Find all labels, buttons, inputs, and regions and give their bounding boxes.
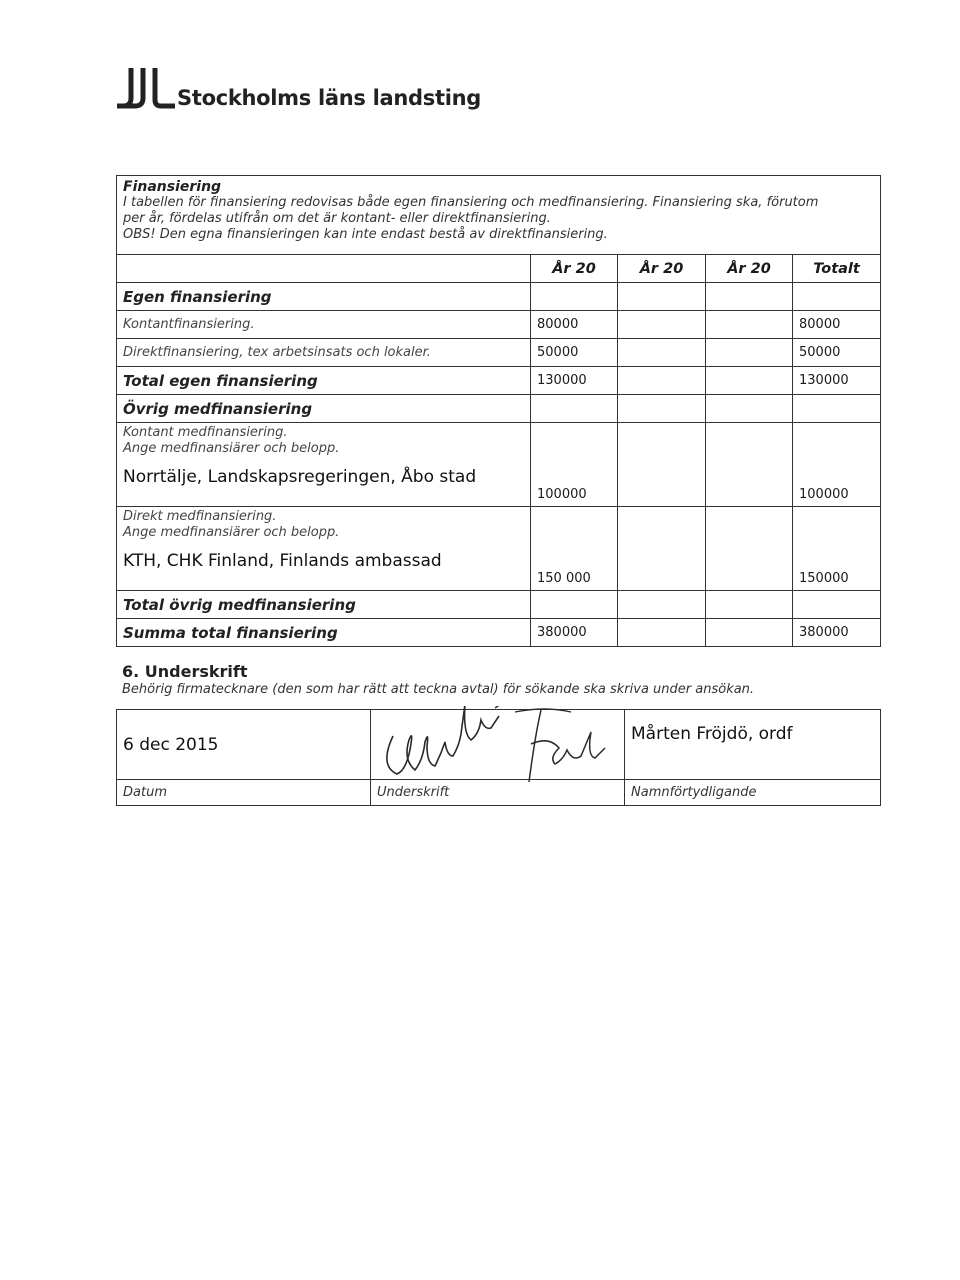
direct-financing-total: 50000 [793, 339, 881, 367]
sum-total-label: Summa total finansiering [117, 619, 531, 647]
direct-cofinancing-label: Direkt medfinansiering. [123, 509, 277, 524]
direct-cofinancing-year1: 150 000 [531, 507, 618, 591]
direct-cofinancing-total: 150000 [793, 507, 881, 591]
org-logo [117, 66, 481, 112]
column-year-1: År 20 [531, 255, 618, 283]
org-name: Stockholms läns landsting [177, 86, 481, 110]
header-spacer [117, 255, 531, 283]
intro-line-3: OBS! Den egna finansieringen kan inte endast bestå av direktfinansiering. [123, 227, 608, 242]
column-total: Totalt [793, 255, 881, 283]
financing-intro [117, 176, 881, 255]
cash-cofinancing-total: 100000 [793, 423, 881, 507]
total-own-total: 130000 [793, 367, 881, 395]
cash-cofinancing-hint: Ange medfinansiärer och belopp. [123, 441, 340, 456]
direct-cofinancing-hint: Ange medfinansiärer och belopp. [123, 525, 340, 540]
cash-financing-label: Kontantfinansiering. [117, 311, 531, 339]
column-year-3: År 20 [706, 255, 793, 283]
signature-label: Underskrift [371, 780, 625, 806]
financing-table [116, 175, 881, 647]
cash-cofinancing-financiers: Norrtälje, Landskapsregeringen, Åbo stad [123, 467, 477, 487]
handwritten-signature [375, 706, 615, 786]
direct-financing-year1: 50000 [531, 339, 618, 367]
row-cash-cofinancing [117, 423, 881, 507]
date-label: Datum [117, 780, 371, 806]
cash-cofinancing-label: Kontant medfinansiering. [123, 425, 288, 440]
row-total-other [117, 591, 881, 619]
financing-title: Finansiering [123, 179, 222, 195]
printed-name: Mårten Fröjdö, ordf [625, 710, 881, 780]
direct-financing-label: Direktfinansiering, tex arbetsinsats och lokaler. [117, 339, 531, 367]
sll-logo-icon [117, 66, 175, 112]
name-clarification-label: Namnförtydligande [625, 780, 881, 806]
sum-total-total: 380000 [793, 619, 881, 647]
cash-financing-year1: 80000 [531, 311, 618, 339]
own-financing-heading: Egen finansiering [117, 283, 531, 311]
section-description: Behörig firmatecknare (den som har rätt att teckna avtal) för sökande ska skriva under ansökan. [122, 682, 755, 697]
total-own-year1: 130000 [531, 367, 618, 395]
row-sum-total [117, 619, 881, 647]
cash-cofinancing-year1: 100000 [531, 423, 618, 507]
other-cofinancing-heading: Övrig medfinansiering [117, 395, 531, 423]
total-own-label: Total egen finansiering [117, 367, 531, 395]
sum-total-year1: 380000 [531, 619, 618, 647]
direct-cofinancing-financiers: KTH, CHK Finland, Finlands ambassad [123, 551, 442, 571]
signature-table [116, 709, 881, 806]
row-direct-cofinancing [117, 507, 881, 591]
row-direct-financing [117, 339, 881, 367]
date-value: 6 dec 2015 [117, 710, 371, 780]
section-title: 6. Underskrift [122, 662, 248, 681]
row-total-own [117, 367, 881, 395]
total-other-label: Total övrig medfinansiering [117, 591, 531, 619]
intro-line-1: I tabellen för finansiering redovisas både egen finansiering och medfinansiering. Finansiering ska, förutom [123, 195, 819, 210]
row-cash-financing [117, 311, 881, 339]
column-year-2: År 20 [618, 255, 706, 283]
signature-section-header [122, 662, 882, 697]
cash-financing-total: 80000 [793, 311, 881, 339]
signature-field [371, 710, 625, 780]
intro-line-2: per år, fördelas utifrån om det är kontant- eller direktfinansiering. [123, 211, 551, 226]
